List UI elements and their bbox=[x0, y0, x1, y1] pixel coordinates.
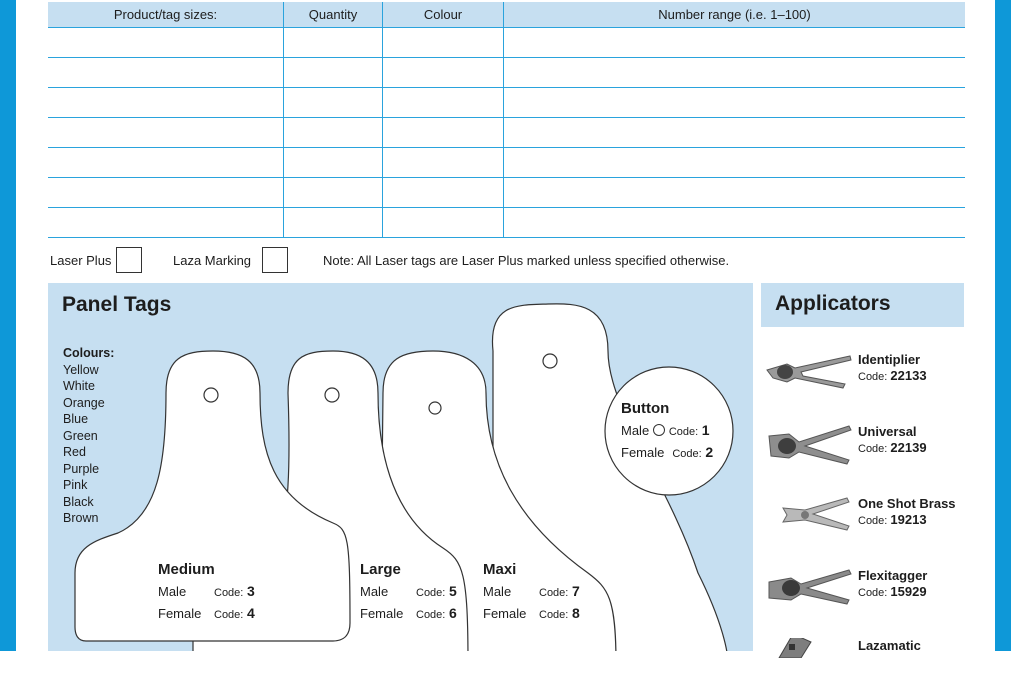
maxi-tag-name: Maxi bbox=[483, 561, 517, 578]
product-size-cell[interactable] bbox=[48, 118, 284, 147]
colour-item: Purple bbox=[63, 461, 100, 476]
medium-tag-name: Medium bbox=[158, 561, 215, 578]
code-label: Code: bbox=[672, 448, 702, 460]
button-male-line bbox=[621, 420, 713, 442]
table-row bbox=[48, 88, 965, 118]
button-female-line bbox=[621, 442, 713, 464]
female-label: Female bbox=[483, 606, 527, 621]
button-female-code: 2 bbox=[705, 444, 714, 460]
code-label: Code: bbox=[539, 609, 569, 621]
colour-item: Green bbox=[63, 428, 98, 443]
applicator-name: Universal bbox=[858, 424, 917, 439]
colour-cell[interactable] bbox=[383, 178, 504, 207]
applicator-code-value: 15929 bbox=[890, 584, 927, 599]
button-tag-name: Button bbox=[621, 400, 670, 417]
maxi-female-code: 8 bbox=[571, 605, 580, 621]
button-tag-label bbox=[621, 400, 713, 464]
quantity-cell[interactable] bbox=[284, 58, 383, 87]
applicator-code-value: 19213 bbox=[890, 512, 927, 527]
colour-item: Brown bbox=[63, 511, 99, 525]
applicator-code bbox=[858, 440, 927, 455]
flexitagger-pliers-icon bbox=[765, 568, 855, 606]
order-table-header bbox=[48, 2, 965, 28]
panel-tags-title: Panel Tags bbox=[62, 293, 172, 316]
applicator-lazamatic[interactable] bbox=[765, 638, 975, 698]
product-size-cell[interactable] bbox=[48, 178, 284, 207]
applicator-code-value: 22139 bbox=[890, 440, 927, 455]
female-label: Female bbox=[158, 606, 202, 621]
male-label: Male bbox=[483, 584, 512, 599]
code-label: Code: bbox=[858, 515, 888, 527]
applicator-name: Lazamatic bbox=[858, 638, 921, 653]
table-row bbox=[48, 58, 965, 88]
header-number-range: Number range (i.e. 1–100) bbox=[658, 7, 811, 22]
code-label: Code: bbox=[416, 609, 446, 621]
applicator-code bbox=[858, 368, 927, 383]
button-hole-icon bbox=[653, 424, 665, 436]
male-label: Male bbox=[360, 584, 389, 599]
quantity-cell[interactable] bbox=[284, 28, 383, 57]
number-range-cell[interactable] bbox=[504, 88, 965, 117]
button-male-code: 1 bbox=[701, 422, 710, 438]
code-label: Code: bbox=[539, 587, 569, 599]
maxi-front-tag-hole bbox=[429, 402, 441, 414]
applicator-flexitagger[interactable] bbox=[765, 568, 975, 628]
product-size-cell[interactable] bbox=[48, 208, 284, 237]
colour-item: Yellow bbox=[63, 362, 99, 377]
order-table bbox=[48, 2, 965, 238]
lazamatic-device-icon bbox=[765, 638, 855, 658]
colour-cell[interactable] bbox=[383, 148, 504, 177]
colour-list bbox=[63, 345, 114, 527]
applicator-name: One Shot Brass bbox=[858, 496, 956, 511]
identiplier-pliers-icon bbox=[765, 352, 855, 392]
medium-male-code: 3 bbox=[246, 583, 255, 599]
colour-cell[interactable] bbox=[383, 88, 504, 117]
applicator-code bbox=[858, 512, 927, 527]
product-size-cell[interactable] bbox=[48, 58, 284, 87]
applicator-universal[interactable] bbox=[765, 424, 975, 484]
medium-male-line bbox=[158, 581, 255, 603]
quantity-cell[interactable] bbox=[284, 88, 383, 117]
colour-cell[interactable] bbox=[383, 118, 504, 147]
header-product-sizes: Product/tag sizes: bbox=[48, 2, 284, 27]
colour-cell[interactable] bbox=[383, 58, 504, 87]
applicator-identiplier[interactable] bbox=[765, 352, 975, 412]
female-label: Female bbox=[360, 606, 404, 621]
table-row bbox=[48, 178, 965, 208]
product-size-cell[interactable] bbox=[48, 88, 284, 117]
product-size-cell[interactable] bbox=[48, 28, 284, 57]
quantity-cell[interactable] bbox=[284, 118, 383, 147]
colour-item: Orange bbox=[63, 395, 105, 410]
code-label: Code: bbox=[416, 587, 446, 599]
colour-item: Black bbox=[63, 494, 94, 509]
laser-plus-checkbox[interactable] bbox=[116, 247, 142, 273]
right-edge-bar bbox=[995, 0, 1011, 651]
applicator-code-value: 22133 bbox=[890, 368, 927, 383]
applicator-name: Identiplier bbox=[858, 352, 921, 367]
medium-tag-label bbox=[158, 561, 255, 625]
male-label: Male bbox=[158, 584, 187, 599]
maxi-male-code: 7 bbox=[571, 583, 580, 599]
laza-marking-label: Laza Marking bbox=[173, 253, 252, 268]
large-male-line bbox=[360, 581, 457, 603]
quantity-cell[interactable] bbox=[284, 148, 383, 177]
medium-female-line bbox=[158, 603, 255, 625]
code-label: Code: bbox=[858, 371, 888, 383]
left-edge-bar bbox=[0, 0, 16, 651]
maxi-tag-label bbox=[483, 561, 580, 625]
medium-female-code: 4 bbox=[246, 605, 255, 621]
large-tag-label bbox=[360, 561, 457, 625]
number-range-cell[interactable] bbox=[504, 118, 965, 147]
colour-cell[interactable] bbox=[383, 208, 504, 237]
code-label: Code: bbox=[858, 587, 888, 599]
quantity-cell[interactable] bbox=[284, 178, 383, 207]
number-range-cell[interactable] bbox=[504, 58, 965, 87]
applicators-header bbox=[761, 283, 964, 327]
panel-tags-section bbox=[48, 283, 753, 651]
large-tag-hole bbox=[325, 388, 339, 402]
header-quantity: Quantity bbox=[284, 2, 383, 27]
number-range-cell[interactable] bbox=[504, 28, 965, 57]
colour-cell[interactable] bbox=[383, 28, 504, 57]
applicator-one-shot-brass[interactable] bbox=[765, 496, 975, 556]
large-female-code: 6 bbox=[448, 605, 457, 621]
maxi-male-line bbox=[483, 581, 580, 603]
table-row bbox=[48, 28, 965, 58]
applicators-title: Applicators bbox=[775, 292, 891, 315]
code-label: Code: bbox=[668, 426, 699, 438]
code-label: Code: bbox=[214, 587, 244, 599]
male-label: Male bbox=[621, 423, 650, 438]
medium-tag-hole bbox=[204, 388, 218, 402]
code-label: Code: bbox=[858, 443, 888, 455]
colours-heading: Colours: bbox=[63, 346, 115, 360]
universal-pliers-icon bbox=[765, 424, 855, 466]
code-label: Code: bbox=[214, 609, 244, 621]
marking-note: Note: All Laser tags are Laser Plus marked unless specified otherwise. bbox=[323, 253, 730, 268]
number-range-cell[interactable] bbox=[504, 148, 965, 177]
large-female-line bbox=[360, 603, 457, 625]
table-row bbox=[48, 118, 965, 148]
maxi-tag-hole bbox=[543, 354, 557, 368]
large-male-code: 5 bbox=[448, 583, 457, 599]
laser-plus-label: Laser Plus bbox=[50, 253, 112, 268]
maxi-female-line bbox=[483, 603, 580, 625]
quantity-cell[interactable] bbox=[284, 208, 383, 237]
colour-item: Red bbox=[63, 445, 86, 459]
header-colour: Colour bbox=[383, 2, 504, 27]
laza-marking-checkbox[interactable] bbox=[262, 247, 288, 273]
table-row bbox=[48, 148, 965, 178]
applicator-name: Flexitagger bbox=[858, 568, 928, 583]
number-range-cell[interactable] bbox=[504, 178, 965, 207]
large-tag-name: Large bbox=[360, 561, 401, 578]
product-size-cell[interactable] bbox=[48, 148, 284, 177]
colour-item: White bbox=[63, 379, 95, 393]
table-row bbox=[48, 208, 965, 238]
colour-item: Blue bbox=[63, 412, 89, 426]
number-range-cell[interactable] bbox=[504, 208, 965, 237]
one-shot-brass-pliers-icon bbox=[765, 496, 855, 532]
female-label: Female bbox=[621, 445, 665, 460]
colour-item: Pink bbox=[63, 478, 88, 492]
applicator-code bbox=[858, 584, 927, 599]
